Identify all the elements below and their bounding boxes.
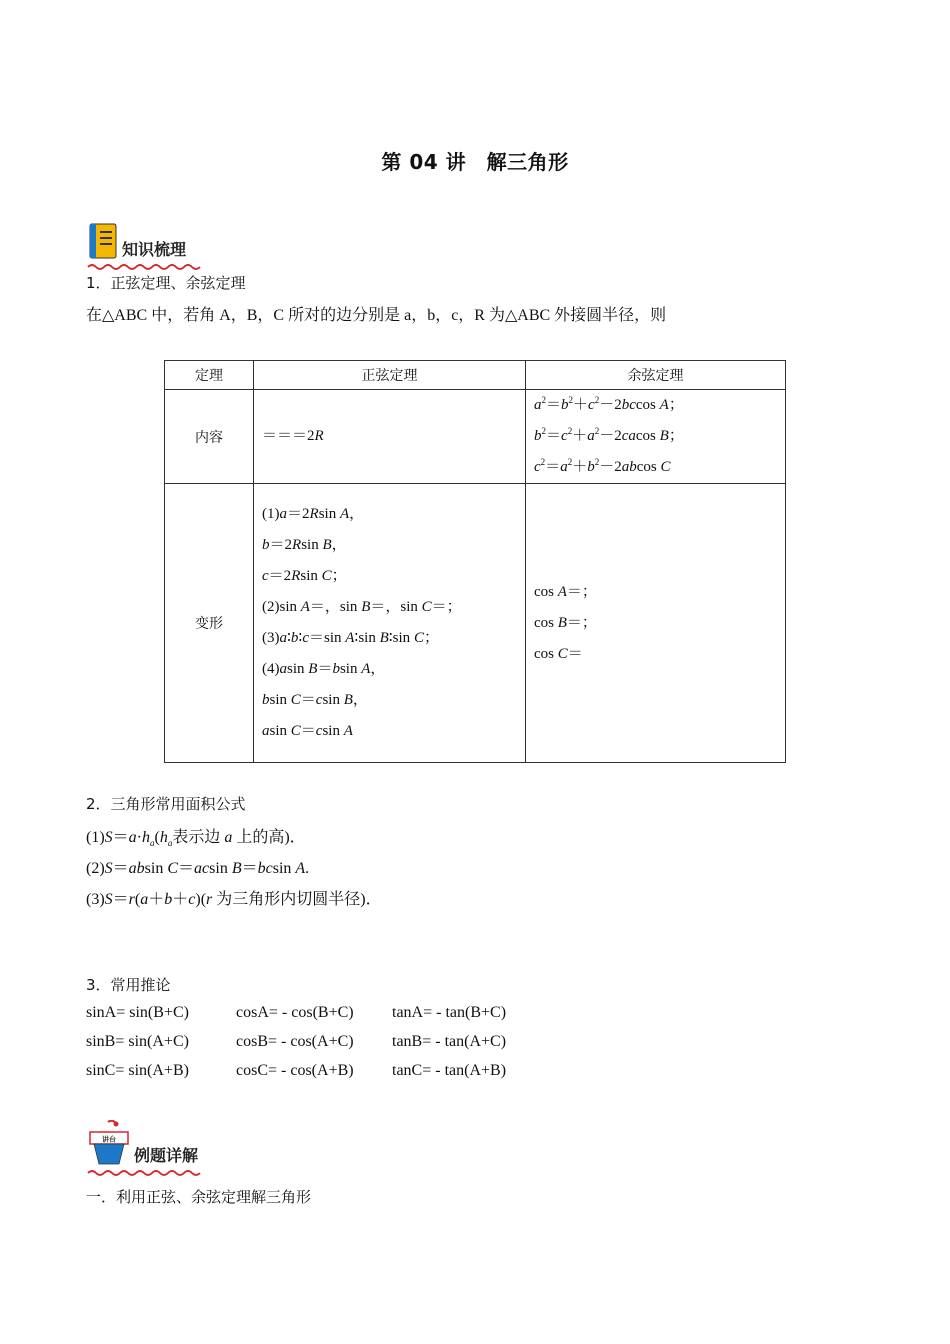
- corollary-item: tanA= - tan(B+C): [392, 1004, 507, 1021]
- page-title: 第 04 讲 解三角形: [381, 150, 569, 174]
- table-header-cell: 正弦定理: [254, 361, 526, 390]
- heading-corollaries: 3．常用推论: [86, 976, 171, 994]
- row-head-content: 内容: [165, 390, 254, 484]
- wave-underline-icon: [86, 263, 206, 271]
- knowledge-badge-label: 知识梳理: [122, 240, 187, 259]
- table-header-row: [165, 361, 786, 390]
- wave-underline-icon: [86, 1169, 206, 1177]
- cosine-law-variants: cos A＝； cos B＝； cos C＝: [526, 484, 786, 763]
- area-formula-2: (2)S＝absin C＝acsin B＝bcsin A.: [86, 860, 310, 877]
- row-head-variant: 变形: [165, 484, 254, 763]
- lectern-icon: [86, 1120, 132, 1168]
- heading-example-section: 一．利用正弦、余弦定理解三角形: [86, 1188, 312, 1206]
- corollary-item: cosC= - cos(A+B): [236, 1062, 354, 1079]
- area-formula-3: (3)S＝r(a＋b＋c)(r 为三角形内切圆半径)．: [86, 891, 382, 908]
- corollary-item: cosA= - cos(B+C): [236, 1004, 354, 1021]
- area-formula-1: $(1)S=a\cdot h_a(h_a$表示边 a 上的高)．: [86, 829, 306, 849]
- examples-badge: [86, 1120, 198, 1168]
- lectern-text: 讲台: [102, 1135, 116, 1144]
- table-row: [165, 390, 786, 484]
- corollary-item: tanB= - tan(A+C): [392, 1033, 507, 1050]
- heading-area-formulas: 2．三角形常用面积公式: [86, 795, 246, 813]
- corollary-item: cosB= - cos(A+C): [236, 1033, 354, 1050]
- sine-law-content: ＝＝＝2R: [254, 390, 526, 484]
- intro-text: 在△ABC 中，若角 A，B，C 所对的边分别是 a，b，c，R 为△ABC 外接圆半径，则: [86, 307, 667, 324]
- table-header-cell: 余弦定理: [526, 361, 786, 390]
- cosine-law-content: $a^2=b^2+c^2-2bccos$ A； $b^2=c^2+a^2-2cacos$ B； $c^2=a^2+b^2-2abcos$ C: [526, 390, 786, 484]
- corollary-item: sinA= sin(B+C): [86, 1004, 189, 1021]
- book-icon: [86, 222, 120, 262]
- corollary-item: tanC= - tan(A+B): [392, 1062, 507, 1079]
- corollary-item: sinC= sin(A+B): [86, 1062, 189, 1079]
- corollary-item: sinB= sin(A+C): [86, 1033, 189, 1050]
- knowledge-badge: [86, 222, 186, 262]
- sine-law-variants: (1)a＝2Rsin A， b＝2Rsin B， c＝2Rsin C； (2)sin A＝，sin B＝，sin C＝； (3)a∶b∶c＝sin A∶sin B∶sin C； (4)asin B＝bsin A， bsin C＝csin B， asin C＝csin A: [254, 484, 526, 763]
- table-row: [165, 484, 786, 763]
- examples-badge-label: 例题详解: [134, 1146, 199, 1165]
- table-header-cell: 定理: [165, 361, 254, 390]
- theorem-table: [164, 360, 786, 763]
- heading-sine-cosine-law: 1．正弦定理、余弦定理: [86, 274, 246, 292]
